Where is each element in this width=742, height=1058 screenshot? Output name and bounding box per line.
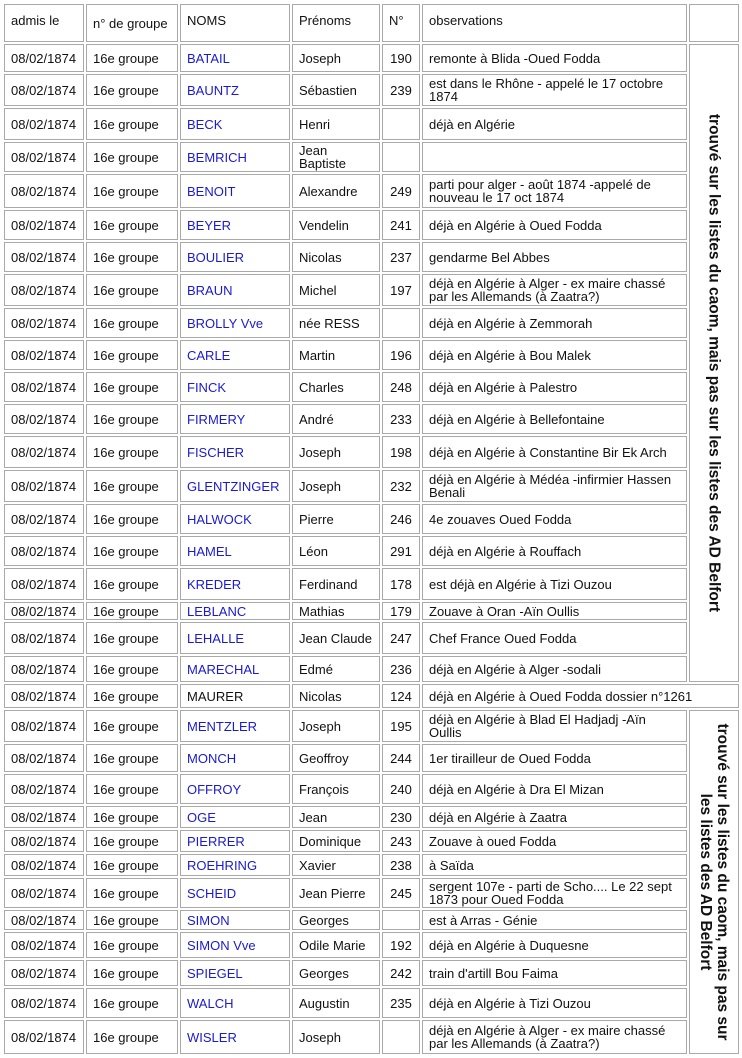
observations-cell — [422, 142, 687, 172]
header-blank — [689, 4, 739, 42]
numero-cell — [382, 108, 420, 140]
admis-cell: 08/02/1874 — [4, 536, 84, 566]
prenom-cell: Sébastien — [292, 74, 380, 106]
numero-cell: 291 — [382, 536, 420, 566]
groupe-cell: 16e groupe — [86, 878, 178, 908]
observations-cell: train d'artill Bou Faima — [422, 960, 687, 986]
admis-cell: 08/02/1874 — [4, 910, 84, 930]
prenom-cell: Georges — [292, 910, 380, 930]
prenom-cell: Joseph — [292, 710, 380, 742]
admis-cell: 08/02/1874 — [4, 142, 84, 172]
numero-cell: 245 — [382, 878, 420, 908]
admis-cell: 08/02/1874 — [4, 932, 84, 958]
prenom-cell: Jean Baptiste — [292, 142, 380, 172]
observations-cell: Zouave à oued Fodda — [422, 830, 687, 852]
nom-cell[interactable]: LEHALLE — [180, 622, 290, 654]
nom-cell[interactable]: LEBLANC — [180, 602, 290, 620]
numero-cell: 190 — [382, 44, 420, 72]
admis-cell: 08/02/1874 — [4, 1020, 84, 1054]
observations-cell: 4e zouaves Oued Fodda — [422, 504, 687, 534]
numero-cell: 236 — [382, 656, 420, 682]
nom-cell[interactable]: FIRMERY — [180, 404, 290, 434]
observations-cell: déjà en Algérie à Bou Malek — [422, 340, 687, 370]
observations-cell: déjà en Algérie à Médéa -infirmier Hassen Benali — [422, 470, 687, 502]
header-observations: observations — [422, 4, 687, 42]
header-groupe: n° de groupe — [86, 4, 178, 42]
observations-cell: déjà en Algérie à Rouffach — [422, 536, 687, 566]
groupe-cell: 16e groupe — [86, 308, 178, 338]
prenom-cell: Charles — [292, 372, 380, 402]
nom-cell[interactable]: SCHEID — [180, 878, 290, 908]
admis-cell: 08/02/1874 — [4, 602, 84, 620]
numero-cell: 237 — [382, 242, 420, 272]
prenom-cell: Jean — [292, 806, 380, 828]
numero-cell: 246 — [382, 504, 420, 534]
numero-cell — [382, 1020, 420, 1054]
prenom-cell: Xavier — [292, 854, 380, 876]
prenom-cell: Geoffroy — [292, 744, 380, 772]
admis-cell: 08/02/1874 — [4, 806, 84, 828]
nom-cell[interactable]: KREDER — [180, 568, 290, 600]
observations-cell: déjà en Algérie à Zaatra — [422, 806, 687, 828]
nom-cell[interactable]: SIMON Vve — [180, 932, 290, 958]
admis-cell: 08/02/1874 — [4, 108, 84, 140]
prenom-cell: Jean Pierre — [292, 878, 380, 908]
observations-cell: Chef France Oued Fodda — [422, 622, 687, 654]
prenom-cell: Michel — [292, 274, 380, 306]
observations-cell: déjà en Algérie à Bellefontaine — [422, 404, 687, 434]
prenom-cell: Joseph — [292, 44, 380, 72]
admis-cell: 08/02/1874 — [4, 372, 84, 402]
admis-cell: 08/02/1874 — [4, 242, 84, 272]
admis-cell: 08/02/1874 — [4, 436, 84, 468]
numero-cell: 197 — [382, 274, 420, 306]
prenom-cell: Mathias — [292, 602, 380, 620]
groupe-cell: 16e groupe — [86, 340, 178, 370]
numero-cell — [382, 308, 420, 338]
prenom-cell: Joseph — [292, 1020, 380, 1054]
nom-cell[interactable]: BATAIL — [180, 44, 290, 72]
groupe-cell: 16e groupe — [86, 568, 178, 600]
groupe-cell: 16e groupe — [86, 274, 178, 306]
side-note-block — [689, 44, 739, 682]
nom-cell[interactable]: BROLLY Vve — [180, 308, 290, 338]
observations-cell: déjà en Algérie à Alger -sodali — [422, 656, 687, 682]
admis-cell: 08/02/1874 — [4, 470, 84, 502]
observations-cell: remonte à Blida -Oued Fodda — [422, 44, 687, 72]
prenom-cell: Vendelin — [292, 210, 380, 240]
observations-cell: déjà en Algérie à Constantine Bir Ek Arch — [422, 436, 687, 468]
groupe-cell: 16e groupe — [86, 1020, 178, 1054]
observations-cell: gendarme Bel Abbes — [422, 242, 687, 272]
numero-cell: 192 — [382, 932, 420, 958]
nom-cell[interactable]: MARECHAL — [180, 656, 290, 682]
numero-cell: 248 — [382, 372, 420, 402]
nom-cell[interactable]: SPIEGEL — [180, 960, 290, 986]
observations-cell: est déjà en Algérie à Tizi Ouzou — [422, 568, 687, 600]
numero-cell: 233 — [382, 404, 420, 434]
nom-cell[interactable]: OGE — [180, 806, 290, 828]
groupe-cell: 16e groupe — [86, 830, 178, 852]
nom-cell[interactable]: MONCH — [180, 744, 290, 772]
groupe-cell: 16e groupe — [86, 854, 178, 876]
header-numero: N° — [382, 4, 420, 42]
groupe-cell: 16e groupe — [86, 108, 178, 140]
numero-cell: 178 — [382, 568, 420, 600]
prenom-cell: Georges — [292, 960, 380, 986]
groupe-cell: 16e groupe — [86, 744, 178, 772]
prenom-cell: François — [292, 774, 380, 804]
admis-cell: 08/02/1874 — [4, 656, 84, 682]
observations-cell: à Saïda — [422, 854, 687, 876]
admis-cell: 08/02/1874 — [4, 568, 84, 600]
nom-cell[interactable]: BAUNTZ — [180, 74, 290, 106]
nom-cell[interactable]: CARLE — [180, 340, 290, 370]
groupe-cell: 16e groupe — [86, 910, 178, 930]
side-note-text: trouvé sur les listes du caom, mais pas sur les listes des AD Belfort — [705, 113, 723, 613]
groupe-cell: 16e groupe — [86, 960, 178, 986]
side-note-block — [689, 710, 739, 1054]
nom-cell[interactable]: SIMON — [180, 910, 290, 930]
numero-cell: 249 — [382, 174, 420, 208]
observations-cell: déjà en Algérie à Tizi Ouzou — [422, 988, 687, 1018]
groupe-cell: 16e groupe — [86, 470, 178, 502]
prenom-cell: Alexandre — [292, 174, 380, 208]
observations-cell: Zouave à Oran -Aïn Oullis — [422, 602, 687, 620]
prenom-cell: Augustin — [292, 988, 380, 1018]
admis-cell: 08/02/1874 — [4, 988, 84, 1018]
groupe-cell: 16e groupe — [86, 44, 178, 72]
numero-cell — [382, 910, 420, 930]
numero-cell: 240 — [382, 774, 420, 804]
admis-cell: 08/02/1874 — [4, 854, 84, 876]
prenom-cell: Edmé — [292, 656, 380, 682]
observations-cell: est à Arras - Génie — [422, 910, 687, 930]
admis-cell: 08/02/1874 — [4, 404, 84, 434]
prenom-cell: Martin — [292, 340, 380, 370]
groupe-cell: 16e groupe — [86, 404, 178, 434]
groupe-cell: 16e groupe — [86, 210, 178, 240]
observations-cell: déjà en Algérie à Alger - ex maire chassé par les Allemands (à Zaatra?) — [422, 1020, 687, 1054]
admis-cell: 08/02/1874 — [4, 274, 84, 306]
observations-cell: déjà en Algérie — [422, 108, 687, 140]
admis-cell: 08/02/1874 — [4, 684, 84, 708]
numero-cell: 241 — [382, 210, 420, 240]
admis-cell: 08/02/1874 — [4, 960, 84, 986]
observations-cell: déjà en Algérie à Dra El Mizan — [422, 774, 687, 804]
prenom-cell: Nicolas — [292, 684, 380, 708]
admis-cell: 08/02/1874 — [4, 622, 84, 654]
numero-cell: 124 — [382, 684, 420, 708]
nom-cell[interactable]: GLENTZINGER — [180, 470, 290, 502]
groupe-cell: 16e groupe — [86, 602, 178, 620]
numero-cell: 244 — [382, 744, 420, 772]
numero-cell: 242 — [382, 960, 420, 986]
groupe-cell: 16e groupe — [86, 436, 178, 468]
numero-cell: 238 — [382, 854, 420, 876]
prenom-cell: André — [292, 404, 380, 434]
nom-cell[interactable]: HAMEL — [180, 536, 290, 566]
side-note-text: trouvé sur les listes du caom, mais pas sur les listes des AD Belfort — [697, 723, 731, 1041]
prenom-cell: Odile Marie — [292, 932, 380, 958]
observations-cell: est dans le Rhône - appelé le 17 octobre 1874 — [422, 74, 687, 106]
groupe-cell: 16e groupe — [86, 536, 178, 566]
observations-cell: déjà en Algérie à Alger - ex maire chassé par les Allemands (à Zaatra?) — [422, 274, 687, 306]
nom-cell[interactable]: FINCK — [180, 372, 290, 402]
nom-cell[interactable]: FISCHER — [180, 436, 290, 468]
admis-cell: 08/02/1874 — [4, 504, 84, 534]
numero-cell — [382, 142, 420, 172]
groupe-cell: 16e groupe — [86, 806, 178, 828]
nom-cell[interactable]: WALCH — [180, 988, 290, 1018]
nom-cell[interactable]: PIERRER — [180, 830, 290, 852]
nom-cell[interactable]: WISLER — [180, 1020, 290, 1054]
header-prenom: Prénoms — [292, 4, 380, 42]
numero-cell: 230 — [382, 806, 420, 828]
groupe-cell: 16e groupe — [86, 174, 178, 208]
groupe-cell: 16e groupe — [86, 504, 178, 534]
nom-cell[interactable]: MENTZLER — [180, 710, 290, 742]
nom-cell: MAURER — [180, 684, 290, 708]
groupe-cell: 16e groupe — [86, 988, 178, 1018]
numero-cell: 196 — [382, 340, 420, 370]
nom-cell[interactable]: BOULIER — [180, 242, 290, 272]
header-nom: NOMS — [180, 4, 290, 42]
admis-cell: 08/02/1874 — [4, 210, 84, 240]
groupe-cell: 16e groupe — [86, 684, 178, 708]
groupe-cell: 16e groupe — [86, 372, 178, 402]
header-admis: admis le — [4, 4, 84, 42]
numero-cell: 239 — [382, 74, 420, 106]
observations-cell: déjà en Algérie à Zemmorah — [422, 308, 687, 338]
groupe-cell: 16e groupe — [86, 74, 178, 106]
observations-cell: déjà en Algérie à Palestro — [422, 372, 687, 402]
observations-cell: sergent 107e - parti de Scho.... Le 22 sept 1873 pour Oued Fodda — [422, 878, 687, 908]
prenom-cell: Joseph — [292, 436, 380, 468]
nom-cell[interactable]: BEYER — [180, 210, 290, 240]
admis-cell: 08/02/1874 — [4, 340, 84, 370]
groupe-cell: 16e groupe — [86, 656, 178, 682]
numero-cell: 247 — [382, 622, 420, 654]
prenom-cell: Joseph — [292, 470, 380, 502]
nom-cell[interactable]: BEMRICH — [180, 142, 290, 172]
prenom-cell: Dominique — [292, 830, 380, 852]
numero-cell: 232 — [382, 470, 420, 502]
observations-cell: 1er tirailleur de Oued Fodda — [422, 744, 687, 772]
nom-cell[interactable]: ROEHRING — [180, 854, 290, 876]
admis-cell: 08/02/1874 — [4, 174, 84, 208]
nom-cell[interactable]: HALWOCK — [180, 504, 290, 534]
prenom-cell: Jean Claude — [292, 622, 380, 654]
numero-cell: 198 — [382, 436, 420, 468]
nom-cell[interactable]: BECK — [180, 108, 290, 140]
nom-cell[interactable]: BENOIT — [180, 174, 290, 208]
prenom-cell: Henri — [292, 108, 380, 140]
nom-cell[interactable]: OFFROY — [180, 774, 290, 804]
admis-cell: 08/02/1874 — [4, 308, 84, 338]
observations-cell: déjà en Algérie à Blad El Hadjadj -Aïn Oullis — [422, 710, 687, 742]
groupe-cell: 16e groupe — [86, 932, 178, 958]
observations-cell: déjà en Algérie à Oued Fodda dossier n°1261 — [422, 684, 739, 708]
groupe-cell: 16e groupe — [86, 774, 178, 804]
admis-cell: 08/02/1874 — [4, 744, 84, 772]
prenom-cell: Nicolas — [292, 242, 380, 272]
prenom-cell: Léon — [292, 536, 380, 566]
admis-cell: 08/02/1874 — [4, 878, 84, 908]
prenom-cell: Pierre — [292, 504, 380, 534]
observations-cell: déjà en Algérie à Duquesne — [422, 932, 687, 958]
groupe-cell: 16e groupe — [86, 242, 178, 272]
admis-cell: 08/02/1874 — [4, 44, 84, 72]
numero-cell: 179 — [382, 602, 420, 620]
groupe-cell: 16e groupe — [86, 142, 178, 172]
numero-cell: 243 — [382, 830, 420, 852]
prenom-cell: née RESS — [292, 308, 380, 338]
observations-cell: déjà en Algérie à Oued Fodda — [422, 210, 687, 240]
nom-cell[interactable]: BRAUN — [180, 274, 290, 306]
prenom-cell: Ferdinand — [292, 568, 380, 600]
groupe-cell: 16e groupe — [86, 622, 178, 654]
admis-cell: 08/02/1874 — [4, 774, 84, 804]
admis-cell: 08/02/1874 — [4, 74, 84, 106]
observations-cell: parti pour alger - août 1874 -appelé de nouveau le 17 oct 1874 — [422, 174, 687, 208]
admis-cell: 08/02/1874 — [4, 710, 84, 742]
numero-cell: 195 — [382, 710, 420, 742]
admis-cell: 08/02/1874 — [4, 830, 84, 852]
groupe-cell: 16e groupe — [86, 710, 178, 742]
numero-cell: 235 — [382, 988, 420, 1018]
